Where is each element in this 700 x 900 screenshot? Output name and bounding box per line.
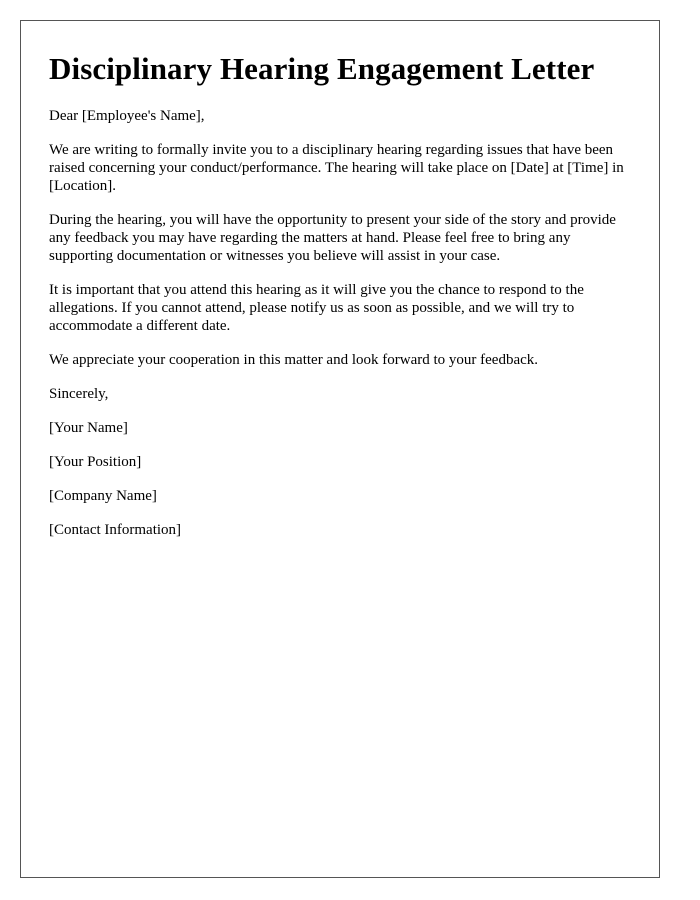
letter-page	[20, 20, 660, 878]
body-paragraph-attendance: It is important that you attend this hearing as it will give you the chance to respond to the allegations. If you cannot attend, please notify us as soon as possible, and we will try to accommodate a different date.	[49, 282, 584, 334]
body-paragraph-hearing-details: During the hearing, you will have the opportunity to present your side of the story and provide any feedback you may have regarding the matters at hand. Please feel free to bring any supporting documentation or witnesses you believe will assist in your case.	[49, 212, 616, 264]
closing: Sincerely,	[49, 386, 109, 402]
signature-name: [Your Name]	[49, 420, 128, 436]
body-paragraph-invitation: We are writing to formally invite you to a disciplinary hearing regarding issues that have been raised concerning your conduct/performance. The hearing will take place on [Date] at [Time] in [Location].	[49, 142, 624, 194]
salutation: Dear [Employee's Name],	[49, 108, 205, 124]
letter-title: Disciplinary Hearing Engagement Letter	[49, 51, 595, 86]
body-paragraph-appreciation: We appreciate your cooperation in this matter and look forward to your feedback.	[49, 352, 539, 368]
signature-company: [Company Name]	[49, 488, 157, 504]
signature-position: [Your Position]	[49, 454, 142, 470]
signature-contact: [Contact Information]	[49, 522, 182, 538]
